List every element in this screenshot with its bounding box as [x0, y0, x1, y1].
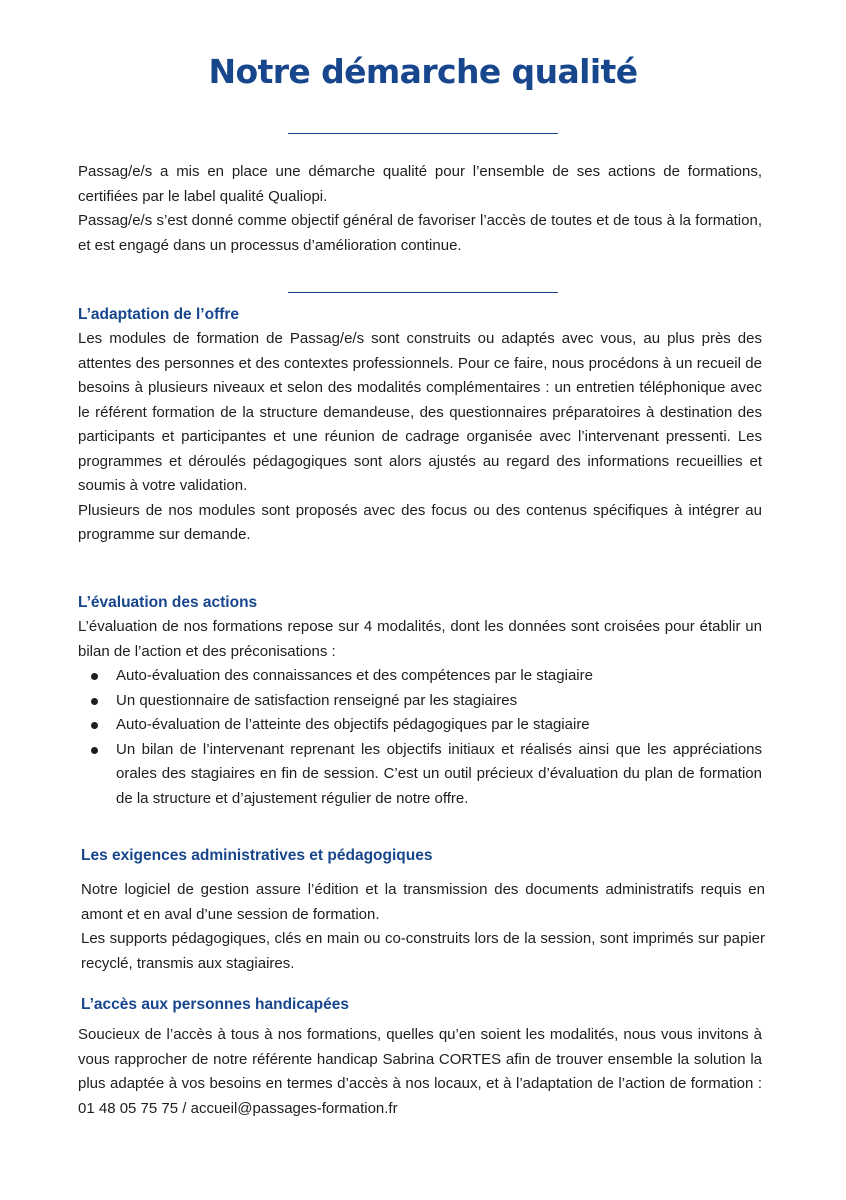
- section-paragraph: Notre logiciel de gestion assure l’édition et la transmission des documents administratifs requis en amont et en aval d’une session de formation.: [81, 881, 765, 923]
- list-item: [78, 689, 762, 714]
- evaluation-list: [78, 664, 762, 811]
- section-paragraph: L’évaluation de nos formations repose sur 4 modalités, dont les données sont croisées pour établir un bilan de l’action et des préconisations :: [78, 618, 762, 660]
- section-adaptation: [78, 303, 762, 548]
- intro-section: [78, 160, 762, 258]
- list-item-text: Auto-évaluation des connaissances et des compétences par le stagiaire: [116, 667, 593, 684]
- list-item: [78, 738, 762, 812]
- section-handicap: [78, 993, 762, 1121]
- section-heading: L’adaptation de l’offre: [78, 306, 240, 323]
- list-item-text: Auto-évaluation de l’atteinte des objectifs pédagogiques par le stagiaire: [116, 716, 590, 733]
- section-heading: L’évaluation des actions: [78, 594, 258, 611]
- page-title: Notre démarche qualité: [208, 52, 638, 91]
- intro-paragraph-2: Passag/e/s s’est donné comme objectif général de favoriser l’accès de toutes et de tous à la formation, et est engagé dans un processus d’amélioration continue.: [78, 212, 762, 254]
- list-item: [78, 713, 762, 738]
- section-paragraph: Les modules de formation de Passag/e/s sont construits ou adaptés avec vous, au plus près des attentes des personnes et des contextes professionnels. Pour ce faire, nous procédons à un recueil de besoins à plusieurs niveaux et selon des modalités complémentaires : un entretien téléphonique avec le référent formation de la structure demandeuse, des questionnaires préparatoires à destination des participants et participantes et une réunion de cadrage organisée avec l’intervenant pressenti. Les programmes et déroulés pédagogiques sont alors ajustés au regard des informations recueillies et soumis à votre validation.: [78, 330, 762, 494]
- list-item-text: Un questionnaire de satisfaction renseigné par les stagiaires: [116, 691, 518, 709]
- intro-divider: [288, 292, 558, 293]
- section-heading: L’accès aux personnes handicapées: [81, 996, 349, 1013]
- section-heading: Les exigences administratives et pédagogiques: [81, 847, 433, 864]
- title-divider: [288, 133, 558, 134]
- bullet-icon: [91, 698, 98, 705]
- bullet-icon: [91, 673, 98, 680]
- list-item-text: Un bilan de l’intervenant reprenant les objectifs initiaux et réalisés ainsi que les appréciations orales des stagiaires en fin de session. C’est un outil précieux d’évaluation du plan de formation de la structure et d’ajustement régulier de notre offre.: [116, 740, 762, 807]
- section-paragraph: Plusieurs de nos modules sont proposés avec des focus ou des contenus spécifiques à intégrer au programme sur demande.: [78, 501, 762, 543]
- section-exigences: [81, 844, 765, 976]
- bullet-icon: [91, 747, 98, 754]
- section-evaluation: [78, 591, 762, 811]
- section-paragraph: Les supports pédagogiques, clés en main ou co-construits lors de la session, sont imprimés sur papier recyclé, transmis aux stagiaires.: [81, 930, 765, 972]
- list-item: [78, 664, 762, 689]
- intro-paragraph-1: Passag/e/s a mis en place une démarche qualité pour l’ensemble de ses actions de formations, certifiées par le label qualité Qualiopi.: [78, 163, 762, 205]
- section-paragraph: Soucieux de l’accès à tous à nos formations, quelles qu’en soient les modalités, nous vous invitons à vous rapprocher de notre référente handicap Sabrina CORTES afin de trouver ensemble la solution la plus adaptée à vos besoins en termes d’accès à nos locaux, et à l’adaptation de l’action de formation : 01 48 05 75 75 / accueil@passages-formation.fr: [78, 1026, 762, 1117]
- bullet-icon: [91, 722, 98, 729]
